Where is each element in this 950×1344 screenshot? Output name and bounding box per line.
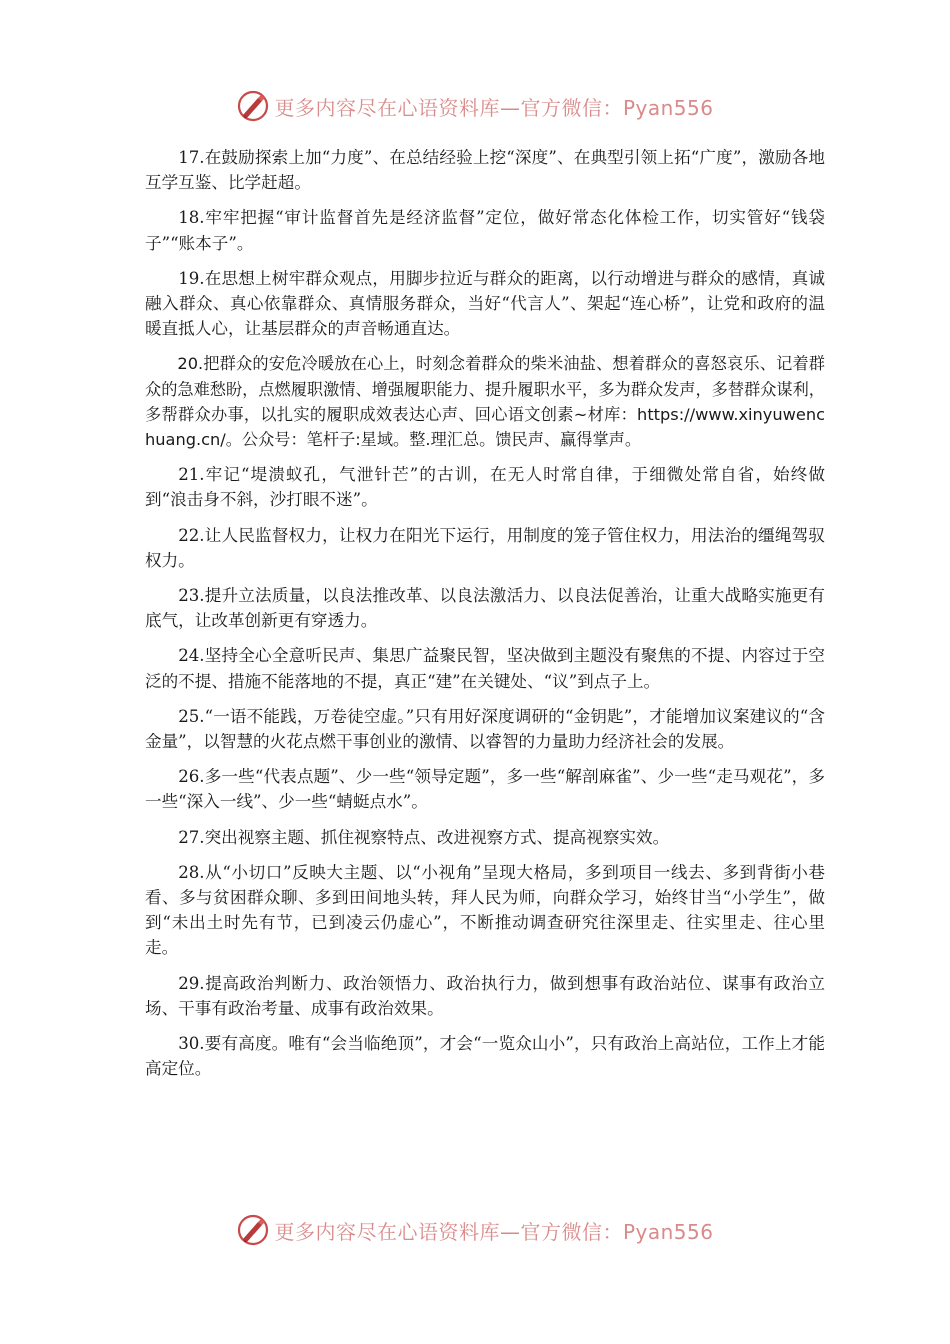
paragraph-22: 22.让人民监督权力，让权力在阳光下运行，用制度的笼子管住权力，用法治的缰绳驾驭权力。 bbox=[145, 525, 825, 570]
paragraph-25: 25.“一语不能践，万卷徒空虚。”只有用好深度调研的“金钥匙”，才能增加议案建议的“含金量”，以智慧的火花点燃干事创业的激情、以睿智的力量助力经济社会的发展。 bbox=[145, 706, 825, 752]
paragraph-30: 30.要有高度。唯有“会当临绝顶”，才会“一览众山小”，只有政治上高站位，工作上才能高定位。 bbox=[145, 1034, 825, 1079]
paragraph-27: 27.突出视察主题、抓住视察特点、改进视察方式、提高视察实效。 bbox=[178, 827, 670, 847]
paragraph-20: 20.把群众的安危冷暖放在心上，时刻念着群众的柴米油盐、想着群众的喜怒哀乐、记着群众的急难愁盼，点燃履职激情、增强履职能力、提升履职水平，多为群众发声，多替群众谋利，多帮群众办事，以扎实的履职成效表达心声、回心语文创素~材库：https://www.xinyuwenchuang.cn/。公众号：笔杆子:星域。整.理汇总。馈民声、赢得掌声。 bbox=[145, 354, 825, 450]
pen-logo-icon bbox=[236, 1213, 270, 1247]
paragraph-24: 24.坚持全心全意听民声、集思广益聚民智，坚决做到主题没有聚焦的不提、内容过于空泛的不提、措施不能落地的不提，真正“建”在关键处、“议”到点子上。 bbox=[145, 646, 825, 691]
header-banner bbox=[0, 86, 950, 126]
paragraph-19: 19.在思想上树牢群众观点，用脚步拉近与群众的距离，以行动增进与群众的感情，真诚融入群众、真心依靠群众、真情服务群众，当好“代言人”、架起“连心桥”，让党和政府的温暖直抵人心，让基层群众的声音畅通直达。 bbox=[145, 268, 825, 339]
pen-logo-icon bbox=[236, 89, 270, 123]
paragraph-28: 28.从“小切口”反映大主题、以“小视角”呈现大格局，多到项目一线去、多到背街小巷看、多与贫困群众聊、多到田间地头转，拜人民为师，向群众学习，始终甘当“小学生”，做到“未出土时先有节，已到凌云仍虚心”，不断推动调查研究往深里走、往实里走、往心里走。 bbox=[145, 862, 825, 958]
paragraph-17: 17.在鼓励探索上加“力度”、在总结经验上挖“深度”、在典型引领上拓“广度”，激励各地互学互鉴、比学赶超。 bbox=[145, 148, 825, 193]
footer-banner bbox=[0, 1210, 950, 1250]
paragraph-23: 23.提升立法质量，以良法推改革、以良法激活力、以良法促善治，让重大战略实施更有底气，让改革创新更有穿透力。 bbox=[145, 586, 825, 631]
paragraph-29: 29.提高政治判断力、政治领悟力、政治执行力，做到想事有政治站位、谋事有政治立场、干事有政治考量、成事有政治效果。 bbox=[145, 973, 825, 1018]
header-banner-text: 更多内容尽在心语资料库—官方微信：Pyan556 bbox=[274, 95, 714, 120]
footer-banner-text: 更多内容尽在心语资料库—官方微信：Pyan556 bbox=[274, 1219, 714, 1244]
paragraph-21: 21.牢记“堤溃蚁孔，气泄针芒”的古训，在无人时常自律，于细微处常自省，始终做到“浪击身不斜，沙打眼不迷”。 bbox=[145, 465, 825, 510]
paragraph-26: 26.多一些“代表点题”、少一些“领导定题”，多一些“解剖麻雀”、少一些“走马观花”，多一些“深入一线”、少一些“蜻蜓点水”。 bbox=[145, 767, 825, 812]
document-body bbox=[145, 145, 825, 1092]
paragraph-18: 18.牢牢把握“审计监督首先是经济监督”定位，做好常态化体检工作，切实管好“钱袋子”“账本子”。 bbox=[145, 208, 825, 253]
